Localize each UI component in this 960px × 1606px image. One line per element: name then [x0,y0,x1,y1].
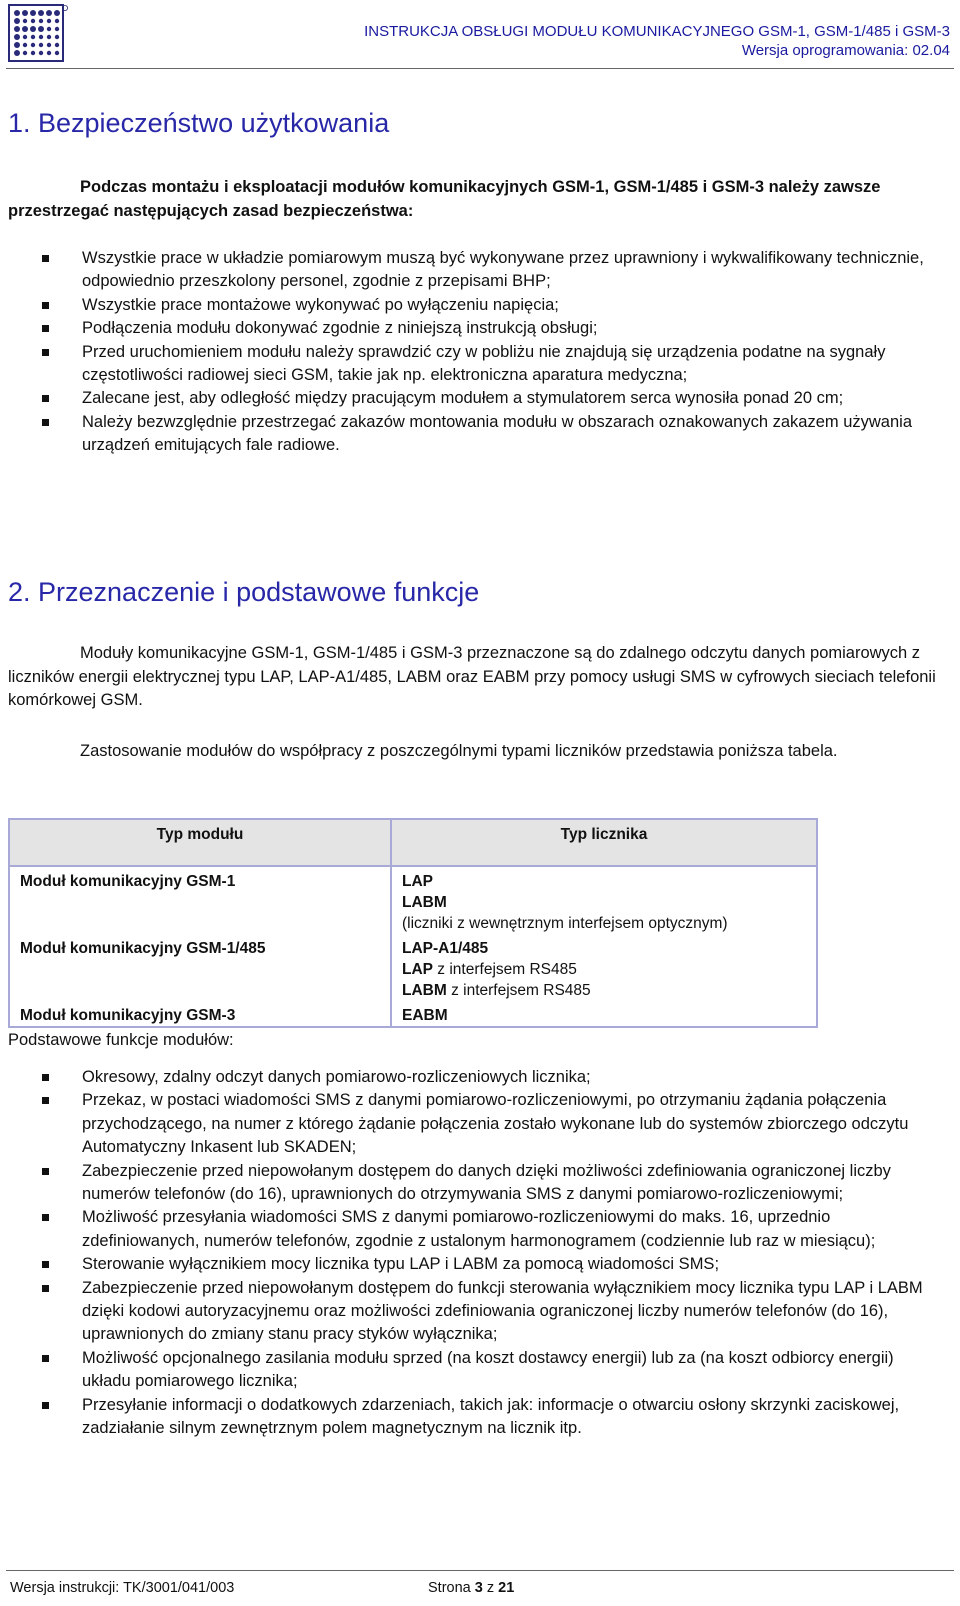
total-pages: 21 [498,1580,515,1596]
list-item: Zalecane jest, aby odległość między pracującym modułem a stymulatorem serca wynosiła ponad 20 cm; [0,387,935,410]
module-type-cell: Moduł komunikacyjny GSM-3 [9,1001,391,1027]
footer-divider [6,1570,954,1571]
functions-label: Podstawowe funkcje modułów: [8,1031,234,1049]
table-row [9,934,817,959]
meter-name: LAP-A1/485 [402,940,489,957]
meter-type-cell [391,980,817,1001]
meter-name: LABM [402,894,447,911]
list-item: Należy bezwzględnie przestrzegać zakazów montowania modułu w obszarach oznakowanych zakazem używania urządzeń emitujących fale radiowe. [0,411,935,458]
meter-type-cell [391,892,817,913]
meter-type-cell [391,866,817,892]
page-number: Strona 3 z 21 [428,1580,515,1596]
column-header-module-type: Typ modułu [9,819,391,866]
list-item: Zabezpieczenie przed niepowołanym dostępem do funkcji sterowania wyłącznikiem mocy licznika typu LAP i LABM dzięki kodowi autoryzacyjnemu oraz możliwości zdefiniowania ograniczonej liczby numerów telefonów (do 16), uprawnionych do zmiany stanu pracy styków wyłącznika; [0,1277,935,1347]
current-page: 3 [474,1580,483,1596]
page-header [0,0,960,70]
meter-name: LAP [402,961,433,978]
list-item: Przesyłanie informacji o dodatkowych zdarzeniach, takich jak: informacje o otwarciu osłony skrzynki zaciskowej, zadziałanie silnym zewnętrznym polem magnetycznym na licznik itp. [0,1394,935,1441]
column-header-meter-type: Typ licznika [391,819,817,866]
module-compatibility-table [8,818,818,1028]
section-2-title: 2. Przeznaczenie i podstawowe funkcje [8,577,480,607]
instruction-version: Wersja instrukcji: TK/3001/041/003 [10,1580,235,1596]
table-row [9,866,817,892]
list-item: Podłączenia modułu dokonywać zgodnie z niniejszą instrukcją obsługi; [0,317,935,340]
section-1-intro: Podczas montażu i eksploatacji modułów komunikacyjnych GSM-1, GSM-1/485 i GSM-3 należy zawsze przestrzegać następujących zasad bezpieczeństwa: [8,178,881,220]
list-item: Przekaz, w postaci wiadomości SMS z danymi pomiarowo-rozliczeniowymi, po otrzymaniu żądania połączenia przychodzącego, na numer z którego żądanie połączenia zostało wykonane lub do systemów zbiorczego odczytu Automatyczny Inkasent lub SKADEN; [0,1089,935,1159]
company-logo-icon [8,4,68,64]
meter-note: (liczniki z wewnętrznym interfejsem optycznym) [402,915,728,932]
module-type-cell: Moduł komunikacyjny GSM-1/485 [9,934,391,959]
list-item: Możliwość przesyłania wiadomości SMS z danymi pomiarowo-rozliczeniowymi do maks. 16, uprzednio zdefiniowanych, numerów telefonów, zgodnie z ustalonym harmonogramem (codziennie lub raz w miesiącu); [0,1206,935,1253]
module-functions-list [0,1066,935,1441]
list-item: Możliwość opcjonalnego zasilania modułu sprzed (na koszt dostawcy energii) lub za (na koszt odbiorcy energii) układu pomiarowego licznika; [0,1347,935,1394]
table-row [9,980,817,1001]
meter-type-cell [391,959,817,980]
purpose-paragraph: Moduły komunikacyjne GSM-1, GSM-1/485 i GSM-3 przeznaczone są do zdalnego odczytu danych pomiarowych z liczników energii elektrycznej typu LAP, LAP-A1/485, LABM oraz EABM przy pomocy usługi SMS w cyfrowych sieciach telefonii komórkowej GSM. [8,644,936,709]
header-divider [6,68,954,69]
meter-type-cell [391,1001,817,1027]
table-header-row [9,819,817,866]
meter-name: LABM [402,982,447,999]
document-title: INSTRUKCJA OBSŁUGI MODUŁU KOMUNIKACYJNEGO GSM-1, GSM-1/485 i GSM-3 [364,23,950,40]
list-item: Sterowanie wyłącznikiem mocy licznika typu LAP i LABM za pomocą wiadomości SMS; [0,1253,935,1276]
module-type-cell-continuation [9,913,391,934]
section-1-title: 1. Bezpieczeństwo użytkowania [8,108,390,138]
module-type-cell: Moduł komunikacyjny GSM-1 [9,866,391,892]
meter-note: z interfejsem RS485 [446,982,591,999]
table-row [9,1001,817,1027]
list-item: Przed uruchomieniem modułu należy sprawdzić czy w pobliżu nie znajdują się urządzenia podatne na sygnały częstotliwości radiowej sieci GSM, takie jak np. elektroniczna aparatura medyczna; [0,341,935,388]
table-row [9,892,817,913]
module-type-cell-continuation [9,959,391,980]
software-version: Wersja oprogramowania: 02.04 [741,42,950,59]
meter-type-cell [391,913,817,934]
list-item: Okresowy, zdalny odczyt danych pomiarowo-rozliczeniowych licznika; [0,1066,935,1089]
module-type-cell-continuation [9,980,391,1001]
module-type-cell-continuation [9,892,391,913]
table-row [9,913,817,934]
table-row [9,959,817,980]
meter-name: EABM [402,1007,448,1024]
safety-rules-list [0,247,935,458]
list-item: Zabezpieczenie przed niepowołanym dostępem do danych dzięki możliwości zdefiniowania ograniczonej liczby numerów telefonów (do 16), uprawnionych do otrzymywania SMS z danymi pomiarowo-rozliczeniowymi; [0,1160,935,1207]
meter-name: LAP [402,873,433,890]
header-text [364,22,950,60]
list-item: Wszystkie prace w układzie pomiarowym muszą być wykonywane przez uprawniony i wykwalifikowany technicznie, odpowiednio przeszkolony personel, zgodnie z przepisami BHP; [0,247,935,294]
list-item: Wszystkie prace montażowe wykonywać po wyłączeniu napięcia; [0,294,935,317]
meter-type-cell [391,934,817,959]
table-intro-paragraph: Zastosowanie modułów do współpracy z poszczególnymi typami liczników przedstawia poniższa tabela. [80,742,838,760]
meter-note: z interfejsem RS485 [433,961,577,978]
page-footer [0,1570,960,1606]
